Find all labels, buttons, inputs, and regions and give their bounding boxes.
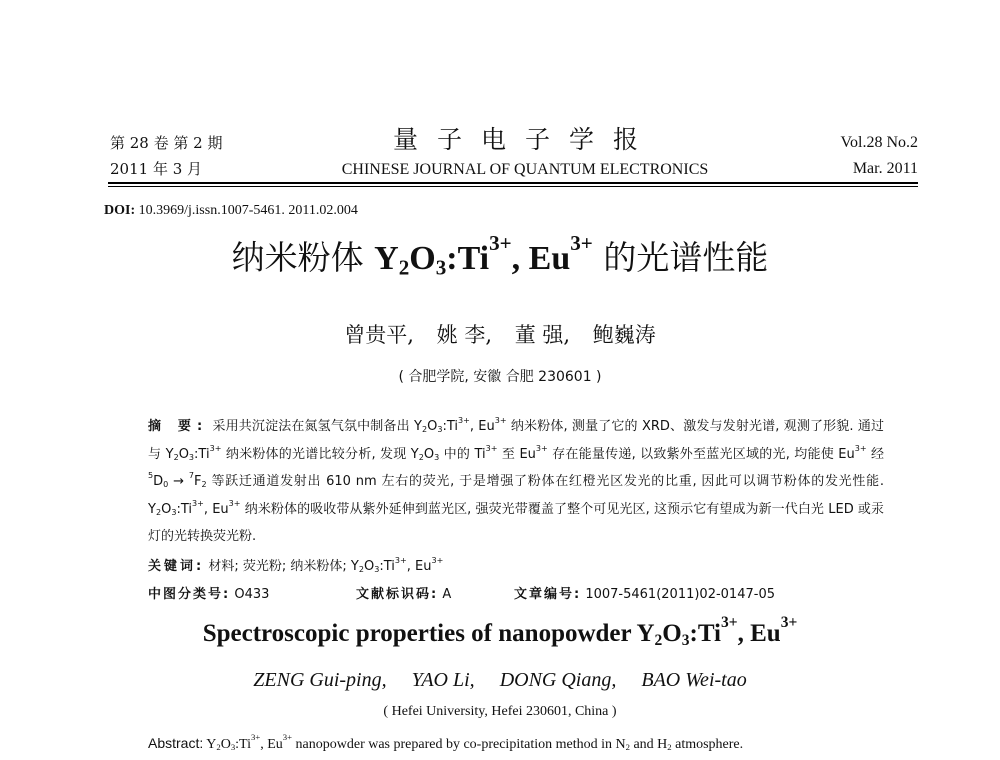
title-en-ti: :Ti [689, 620, 721, 647]
keywords-text: , Eu [406, 559, 432, 574]
volume-issue-cn: 第 28 卷 第 2 期 [110, 134, 223, 152]
abstract-cn-text: F [194, 474, 202, 489]
abstract-en-sub: 2 [625, 742, 630, 753]
abstract-cn-text: 至 Eu [497, 446, 536, 462]
title-cn-o-sub: 3 [435, 255, 447, 280]
title-en [0, 614, 1000, 651]
abstract-cn-sup: 7 [188, 470, 194, 480]
abstract-en-text: :Ti [235, 737, 251, 752]
title-cn-prefix: 纳米粉体 [231, 238, 375, 277]
abstract-cn-text: D [153, 474, 164, 489]
abstract-en-sub: 2 [667, 742, 672, 753]
abstract-en-text: , Eu [260, 737, 283, 752]
affiliation-en: ( Hefei University, Hefei 230601, China ) [383, 704, 617, 719]
title-cn-y-sub: 2 [398, 255, 410, 280]
abstract-en-label: Abstract: [148, 735, 204, 751]
doi-label: DOI: [104, 203, 136, 218]
abstract-cn-sub: 2 [173, 452, 179, 462]
title-cn-eu: , Eu [511, 240, 571, 277]
abstract-cn-text: , Eu [469, 419, 495, 434]
abstract-cn-sup: 3+ [494, 415, 507, 425]
keywords-text: :Ti [379, 559, 395, 574]
keywords-text: O [363, 559, 375, 574]
abstract-en-sup: 3+ [282, 732, 293, 743]
abstract-cn-text: :Ti [194, 446, 210, 462]
journal-masthead [250, 124, 800, 182]
author-en-3: DONG Qiang, [499, 669, 617, 691]
title-cn-suffix: 的光谱性能 [592, 238, 769, 277]
abstract-en-sup: 3+ [251, 732, 261, 743]
abstract-cn-sup: 3+ [485, 443, 498, 453]
title-cn [0, 231, 1000, 281]
abstract-cn-text: → [168, 474, 189, 489]
abstract-cn-sub: 0 [163, 480, 169, 489]
journal-title-en: CHINESE JOURNAL OF QUANTUM ELECTRONICS [341, 161, 709, 178]
author-en-4: BAO Wei-tao [641, 669, 747, 691]
title-cn-eu-sup: 3+ [570, 231, 593, 256]
title-en-eu: , Eu [737, 620, 781, 647]
abstract-en [148, 732, 744, 753]
abstract-cn-text: 存在能量传递, 以致紫外至蓝光区域的光, 均能使 Eu [547, 446, 855, 462]
abstract-cn-label: 摘 要: [148, 419, 209, 434]
abstract-cn-text: 中的 Ti [439, 446, 486, 462]
abstract-cn-text: 纳米粉体, 测量了它的 XRD、激发与发射光谱, 观测了形貌. 通过与 Y [148, 419, 885, 462]
title-cn-ti: :Ti [446, 240, 490, 277]
abstract-en-text: Y [203, 737, 217, 752]
keywords-text: 材料; 荧光粉; 纳米粉体; Y [204, 559, 359, 574]
abstract-cn-text: :Ti [176, 501, 192, 517]
abstract-cn-sup: 3+ [209, 443, 222, 453]
abstract-cn-text: , Eu [203, 501, 229, 517]
title-en-o: O [662, 620, 682, 647]
abstract-cn-text: O [161, 501, 172, 517]
abstract-en-sub: 3 [230, 742, 236, 753]
title-en-sup: 3+ [780, 614, 798, 632]
abstract-cn-sup: 3+ [535, 443, 548, 453]
doc-code-value: A [442, 587, 452, 602]
doi-value: 10.3969/j.issn.1007-5461. 2011.02.004 [138, 203, 358, 218]
keywords-sub: 3 [374, 565, 380, 574]
abstract-cn-text: 纳米粉体的吸收带从紫外延伸到蓝光区, 强荧光带覆盖了整个可见光区, 这预示它有望成为新一代白光 LED 或汞灯的光转换荧光粉. [148, 501, 884, 544]
abstract-cn-text: O [178, 446, 189, 462]
abstract-cn-sub: 3 [434, 452, 440, 462]
keywords-cn [148, 555, 443, 574]
clc-value: O433 [234, 587, 270, 602]
article-number-label: 文章编号: [514, 587, 582, 602]
title-cn-ti-sup: 3+ [489, 231, 512, 256]
header-right [841, 130, 919, 182]
abstract-cn-sup: 3+ [228, 498, 241, 508]
abstract-en-sub: 2 [216, 742, 221, 753]
date-en: Mar. 2011 [852, 160, 918, 177]
abstract-cn-sub: 2 [201, 480, 207, 489]
abstract-cn-sub: 2 [421, 425, 428, 434]
abstract-cn-text: 经 [866, 446, 885, 462]
header-left [110, 130, 222, 182]
title-en-sub: 3 [681, 631, 690, 649]
author-en-2: YAO Li, [411, 669, 475, 691]
doi-line [104, 203, 358, 219]
abstract-cn-sup: 3+ [854, 443, 867, 453]
abstract-en-text: and H [629, 737, 668, 752]
abstract-cn-text: O [423, 446, 435, 462]
clc-number [148, 583, 269, 602]
abstract-en-text: O [220, 737, 231, 752]
title-cn-formula [374, 231, 593, 280]
article-number [514, 583, 775, 602]
abstract-en-text: nanopowder was prepared by co-precipitation method in N [292, 737, 626, 752]
abstract-cn-sup: 5 [148, 470, 154, 480]
abstract-cn-sub: 3 [437, 425, 443, 434]
header-rule-thin [108, 186, 918, 187]
title-en-prefix: Spectroscopic properties of nanopowder Y [202, 620, 655, 647]
keywords-sub: 2 [358, 565, 364, 574]
authors-cn [0, 320, 1000, 350]
volume-issue-en: Vol.28 No.2 [840, 134, 918, 151]
journal-title-cn: 量子电子学报 [392, 125, 657, 154]
abstract-cn-sup: 3+ [191, 498, 204, 508]
doc-code-label: 文献标识码: [356, 587, 439, 602]
title-cn-y: Y [374, 240, 399, 277]
abstract-cn [148, 413, 884, 551]
title-cn-o: O [409, 240, 436, 277]
header-rule-thick [108, 182, 918, 184]
abstract-cn-sub: 3 [188, 452, 195, 462]
article-number-value: 1007-5461(2011)02-0147-05 [585, 587, 775, 602]
abstract-cn-text: 采用共沉淀法在氮氢气氛中制备出 Y [208, 419, 422, 434]
author-cn-3: 董 强, [514, 323, 571, 347]
keywords-sup: 3+ [431, 555, 444, 565]
abstract-cn-sub: 3 [171, 507, 177, 517]
abstract-cn-text: 等跃迁通道发射出 610 nm 左右的荧光, 于是增强了粉体在红橙光区发光的比重, 因此可以调节粉体的发光性能. Y [148, 474, 884, 517]
keywords-label: 关键词: [148, 559, 205, 574]
abstract-cn-text: 纳米粉体的光谱比较分析, 发现 Y [221, 446, 419, 462]
title-en-sup: 3+ [721, 614, 738, 632]
author-cn-1: 曾贵平, [344, 323, 414, 347]
abstract-cn-sup: 3+ [458, 415, 470, 425]
date-cn: 2011 年 3 月 [110, 160, 203, 178]
abstract-cn-text: :Ti [442, 419, 458, 434]
author-en-1: ZENG Gui-ping, [253, 669, 387, 691]
title-en-sub: 2 [654, 631, 663, 649]
author-cn-2: 姚 李, [436, 323, 492, 347]
abstract-cn-sub: 2 [418, 452, 424, 462]
authors-en [0, 669, 1000, 692]
abstract-cn-sub: 2 [155, 507, 162, 517]
document-code [356, 583, 451, 602]
abstract-en-text: atmosphere. [671, 737, 744, 752]
author-cn-4: 鲍巍涛 [592, 323, 656, 347]
abstract-cn-text: O [427, 419, 438, 434]
clc-label: 中图分类号: [148, 587, 231, 602]
affiliation-cn: ( 合肥学院, 安徽 合肥 230601 ) [398, 369, 602, 385]
keywords-sup: 3+ [394, 555, 407, 565]
